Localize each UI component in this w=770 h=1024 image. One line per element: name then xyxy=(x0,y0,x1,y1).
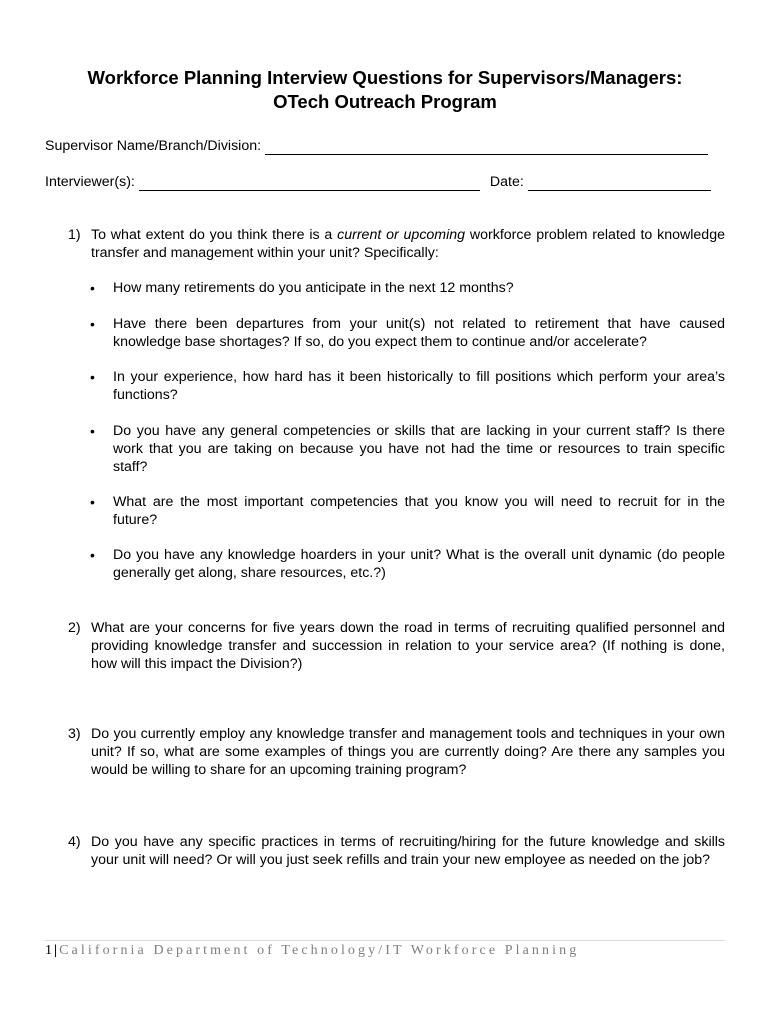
footer-divider xyxy=(45,940,725,941)
question-1 xyxy=(68,226,725,262)
bullet-item xyxy=(90,546,725,582)
question-number: 2) xyxy=(68,620,81,636)
bullet-text: In your experience, how hard has it been historically to fill positions which perform your area’s functions? xyxy=(113,369,725,403)
interviewer-label: Interviewer(s): xyxy=(45,174,135,190)
question-number: 3) xyxy=(68,726,81,742)
question-3 xyxy=(68,725,725,779)
question-2 xyxy=(68,619,725,673)
question-text: Do you have any specific practices in terms of recruiting/hiring for the future knowledge and skills your unit will need? Or will you just seek refills and train your new employee as needed on the job? xyxy=(91,834,725,868)
title-line-2: OTech Outreach Program xyxy=(273,91,497,112)
question-4 xyxy=(68,833,725,869)
bullet-icon: • xyxy=(90,280,95,296)
bullet-item xyxy=(90,279,725,297)
question-text: Do you currently employ any knowledge transfer and management tools and techniques in your own unit? If so, what are some examples of things you are currently doing? Are there any samples you would be willing to share for an upcoming training program? xyxy=(91,726,725,778)
footer-separator: | xyxy=(54,943,58,958)
bullet-text: What are the most important competencies that you know you will need to recruit for in the future? xyxy=(113,494,725,528)
question-text-emphasis: current or upcoming xyxy=(337,227,466,243)
date-input-line[interactable] xyxy=(528,176,711,191)
bullet-icon: • xyxy=(90,423,95,439)
bullet-icon: • xyxy=(90,369,95,385)
supervisor-input-line[interactable] xyxy=(265,140,708,155)
document-title xyxy=(45,66,725,114)
title-line-1: Workforce Planning Interview Questions for Supervisors/Managers: xyxy=(87,67,683,88)
date-label: Date: xyxy=(489,174,524,190)
question-text xyxy=(91,226,725,262)
bullet-item xyxy=(90,493,725,529)
bullet-item xyxy=(90,315,725,351)
bullet-text: Have there been departures from your unit(s) not related to retirement that have caused knowledge base shortages? If so, do you expect them to continue and/or accelerate? xyxy=(113,316,725,350)
page-number: 1 xyxy=(45,943,52,958)
question-text-part: workforce problem related to knowledge transfer and management within your unit? Specifically: xyxy=(91,227,725,261)
bullet-text: How many retirements do you anticipate in the next 12 months? xyxy=(113,280,514,296)
bullet-text: Do you have any knowledge hoarders in your unit? What is the overall unit dynamic (do people generally get along, share resources, etc.?) xyxy=(113,547,725,581)
bullet-item xyxy=(90,368,725,404)
supervisor-label: Supervisor Name/Branch/Division: xyxy=(45,138,262,154)
bullet-icon: • xyxy=(90,547,95,563)
page-footer xyxy=(45,942,579,960)
interviewer-field-row xyxy=(45,173,711,191)
question-text-part: To what extent do you think there is a xyxy=(91,227,338,243)
supervisor-field-row xyxy=(45,137,708,155)
question-number: 4) xyxy=(68,834,81,850)
footer-text: California Department of Technology/IT Workforce Planning xyxy=(59,943,580,958)
bullet-icon: • xyxy=(90,316,95,332)
interviewer-input-line[interactable] xyxy=(139,176,480,191)
bullet-text: Do you have any general competencies or skills that are lacking in your current staff? Is there work that you are taking on because you have not had the time or resources to train specific staff? xyxy=(113,423,725,475)
question-number: 1) xyxy=(68,227,81,243)
question-text: What are your concerns for five years down the road in terms of recruiting qualified personnel and providing knowledge transfer and succession in relation to your service area? (If nothing is done, how will this impact the Division?) xyxy=(91,620,725,672)
bullet-item xyxy=(90,422,725,476)
bullet-icon: • xyxy=(90,494,95,510)
